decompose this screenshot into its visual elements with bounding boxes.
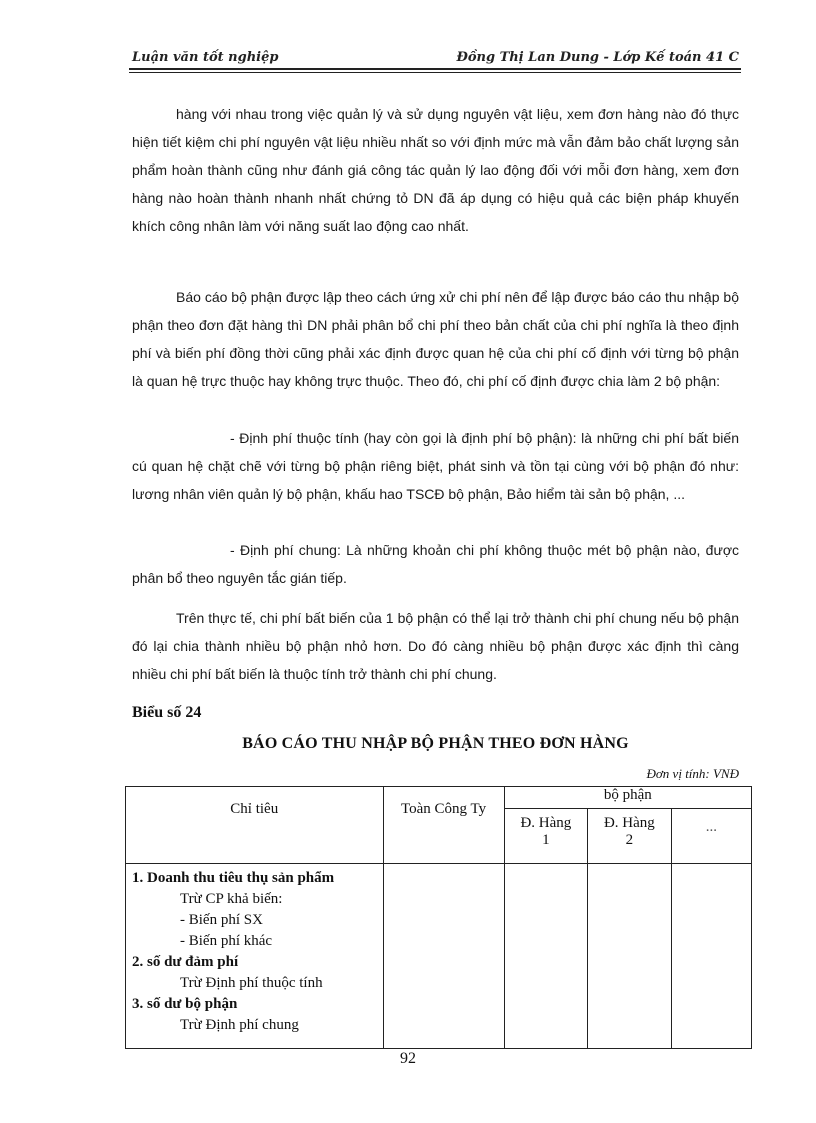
header-don-hang-2-number: 2 [625, 832, 634, 848]
header-toan-cong-ty: Toàn Công Ty [383, 787, 504, 864]
row-bien-phi-sx: - Biến phí SX [180, 912, 263, 928]
page-header [132, 48, 739, 68]
header-thesis-title: Luận văn tốt nghiệp [132, 50, 279, 65]
row-so-du-dam-phi: 2. số dư đảm phí [132, 954, 239, 970]
cell-don-hang-1 [504, 864, 588, 1049]
header-author: Đồng Thị Lan Dung - Lớp Kế toán 41 C [456, 50, 739, 65]
header-rule-thin [129, 72, 741, 73]
paragraph-3-fixed-cost-attribute: - Định phí thuộc tính (hay còn gọi là định phí bộ phận): là những chi phí bất biến cú quan hệ chặt chẽ với từng bộ phận riêng biệt, phát sinh và tồn tại cùng với bộ phận đó như: lương nhân viên quản lý bộ phận, khấu hao TSCĐ bộ phận, Bảo hiểm tài sản bộ phận, ... [132, 430, 739, 502]
paragraph-4-common-fixed-cost: - Định phí chung: Là những khoản chi phí không thuộc mét bộ phận nào, được phân bổ theo nguyên tắc gián tiếp. [132, 542, 739, 586]
row-tru-dinh-phi-chung: Trừ Định phí chung [180, 1017, 299, 1033]
paragraph-1: hàng với nhau trong việc quản lý và sử dụng nguyên vật liệu, xem đơn hàng nào đó thực hiện tiết kiệm chi phí nguyên vật liệu nhiều nhất so với định mức mà vẫn đảm bảo chất lượng sản phẩm hoàn thành cũng như đánh giá công tác quản lý lao động đối với mỗi đơn hàng, xem đơn hàng nào hoàn thành nhanh nhất chứng tỏ DN đã áp dụng có hiệu quả các biện pháp khuyến khích công nhân làm với năng suất lao động cao nhất. [132, 106, 739, 234]
unit-label: Đơn vị tính: VNĐ [646, 766, 739, 781]
cell-more-orders [671, 864, 751, 1049]
table-title: BÁO CÁO THU NHẬP BỘ PHẬN THEO ĐƠN HÀNG [242, 735, 629, 752]
segment-income-table [125, 786, 752, 1049]
row-tru-dinh-phi-thuoc-tinh: Trừ Định phí thuộc tính [180, 975, 323, 991]
row-doanh-thu: 1. Doanh thu tiêu thụ sản phẩm [132, 870, 335, 886]
header-more-orders: ... [671, 809, 751, 864]
header-rule [129, 68, 741, 70]
cell-toan-cong-ty [383, 864, 504, 1049]
row-bien-phi-khac: - Biến phí khác [180, 933, 273, 949]
header-don-hang-1-number: 1 [542, 832, 550, 848]
row-so-du-bo-phan: 3. số dư bộ phận [132, 996, 238, 1012]
header-don-hang-1-label: Đ. Hàng [520, 815, 572, 831]
header-chi-tieu: Chỉ tiêu [126, 787, 384, 864]
cell-don-hang-2 [588, 864, 672, 1049]
page-number: 92 [400, 1050, 416, 1067]
header-don-hang-2 [588, 809, 672, 864]
exhibit-label: Biểu số 24 [132, 704, 202, 721]
row-tru-cp-kha-bien: Trừ CP khả biến: [180, 891, 283, 907]
row-labels-cell [126, 864, 384, 1049]
header-don-hang-2-label: Đ. Hàng [603, 815, 655, 831]
paragraph-2: Báo cáo bộ phận được lập theo cách ứng xử chi phí nên để lập được báo cáo thu nhập bộ phận theo đơn đặt hàng thì DN phải phân bổ chi phí theo bản chất của chi phí nghĩa là theo định phí và biến phí đồng thời cũng phải xác định được quan hệ của chi phí cố định với từng bộ phận là quan hệ trực thuộc hay không trực thuộc. Theo đó, chi phí cố định được chia làm 2 bộ phận: [132, 289, 739, 389]
header-bo-phan: bộ phận [504, 787, 751, 809]
paragraph-5: Trên thực tế, chi phí bất biến của 1 bộ phận có thể lại trở thành chi phí chung nếu bộ phận đó lại chia thành nhiều bộ phận nhỏ hơn. Do đó càng nhiều bộ phận được xác định thì càng nhiều chi phí bất biến là thuộc tính trở thành chi phí chung. [132, 610, 739, 682]
header-don-hang-1 [504, 809, 588, 864]
